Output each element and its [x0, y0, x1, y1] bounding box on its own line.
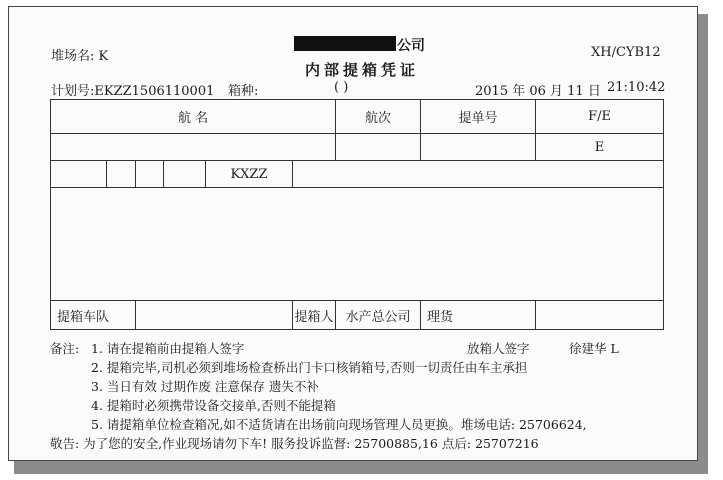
- form-code: XH/CYB12: [591, 45, 661, 60]
- container-code: KXZZ: [206, 161, 293, 188]
- voyage-header: 航次: [336, 100, 421, 134]
- plan-value: EKZZ1506110001: [94, 84, 215, 99]
- container-cell-1: [51, 161, 107, 188]
- note-4: 4. 提箱时必须携带设备交接单,否则不能提箱: [91, 398, 336, 413]
- cargo-value: [536, 301, 664, 330]
- redacted-company-name: [294, 36, 396, 51]
- container-row: [51, 161, 664, 188]
- notes-prefix: 备注:: [50, 341, 80, 356]
- yard-name: [51, 45, 108, 64]
- yard-value: K: [98, 49, 109, 64]
- voucher-title: 内部提箱凭证: [305, 61, 420, 79]
- voyage-cell: [336, 134, 421, 161]
- note-2: 2. 提箱完毕,司机必须到堆场检查桥出门卡口核销箱号,否则一切责任由车主承担: [91, 360, 528, 375]
- voucher-table: [50, 99, 664, 330]
- container-cell-4: [164, 161, 206, 188]
- plan-number: [51, 80, 214, 99]
- note-5: 5. 请提箱单位检查箱况,如不适货请在出场前向现场管理人员更换。堆场电话: 25706624,: [91, 417, 587, 432]
- entry-row: [51, 134, 664, 161]
- yard-label: 堆场名:: [51, 49, 95, 64]
- team-value: [136, 301, 293, 330]
- ship-name-header: 航 名: [51, 100, 336, 134]
- ship-name-cell: [51, 134, 336, 161]
- box-type-label: 箱种:: [228, 84, 259, 99]
- warning-line: 敬告: 为了您的安全,作业现场请勿下车! 服务投诉监督: 25700885,16 点后: 25707216: [50, 436, 539, 451]
- cargo-label: 理货: [421, 301, 536, 330]
- fe-value: E: [536, 134, 664, 161]
- note-3: 3. 当日有效 过期作废 注意保存 遗失不补: [91, 379, 319, 394]
- issue-date: 2015 年 06 月 11 日: [475, 84, 601, 99]
- voucher-card: [8, 6, 698, 461]
- bill-header: 提单号: [421, 100, 536, 134]
- release-signature-name: 徐建华 L: [569, 341, 619, 356]
- container-rest: [293, 161, 664, 188]
- header-row: [51, 100, 664, 134]
- container-cell-3: [136, 161, 164, 188]
- fe-header: F/E: [536, 100, 664, 134]
- container-cell-2: [107, 161, 136, 188]
- issue-time: 21:10:42: [607, 80, 666, 95]
- release-signature-label: 放箱人签字: [467, 341, 530, 356]
- bill-cell: [421, 134, 536, 161]
- team-label: 提箱车队: [51, 301, 136, 330]
- person-label: 提箱人: [293, 301, 336, 330]
- company-cell: 水产总公司: [336, 301, 421, 330]
- blank-area: [51, 188, 664, 301]
- plan-label: 计划号:: [51, 84, 95, 99]
- company-suffix: 公司: [397, 38, 425, 54]
- box-type-value: ( ): [334, 80, 349, 95]
- footer-row: [51, 301, 664, 330]
- blank-row: [51, 188, 664, 301]
- note-1: 1. 请在提箱前由提箱人签字: [91, 341, 245, 356]
